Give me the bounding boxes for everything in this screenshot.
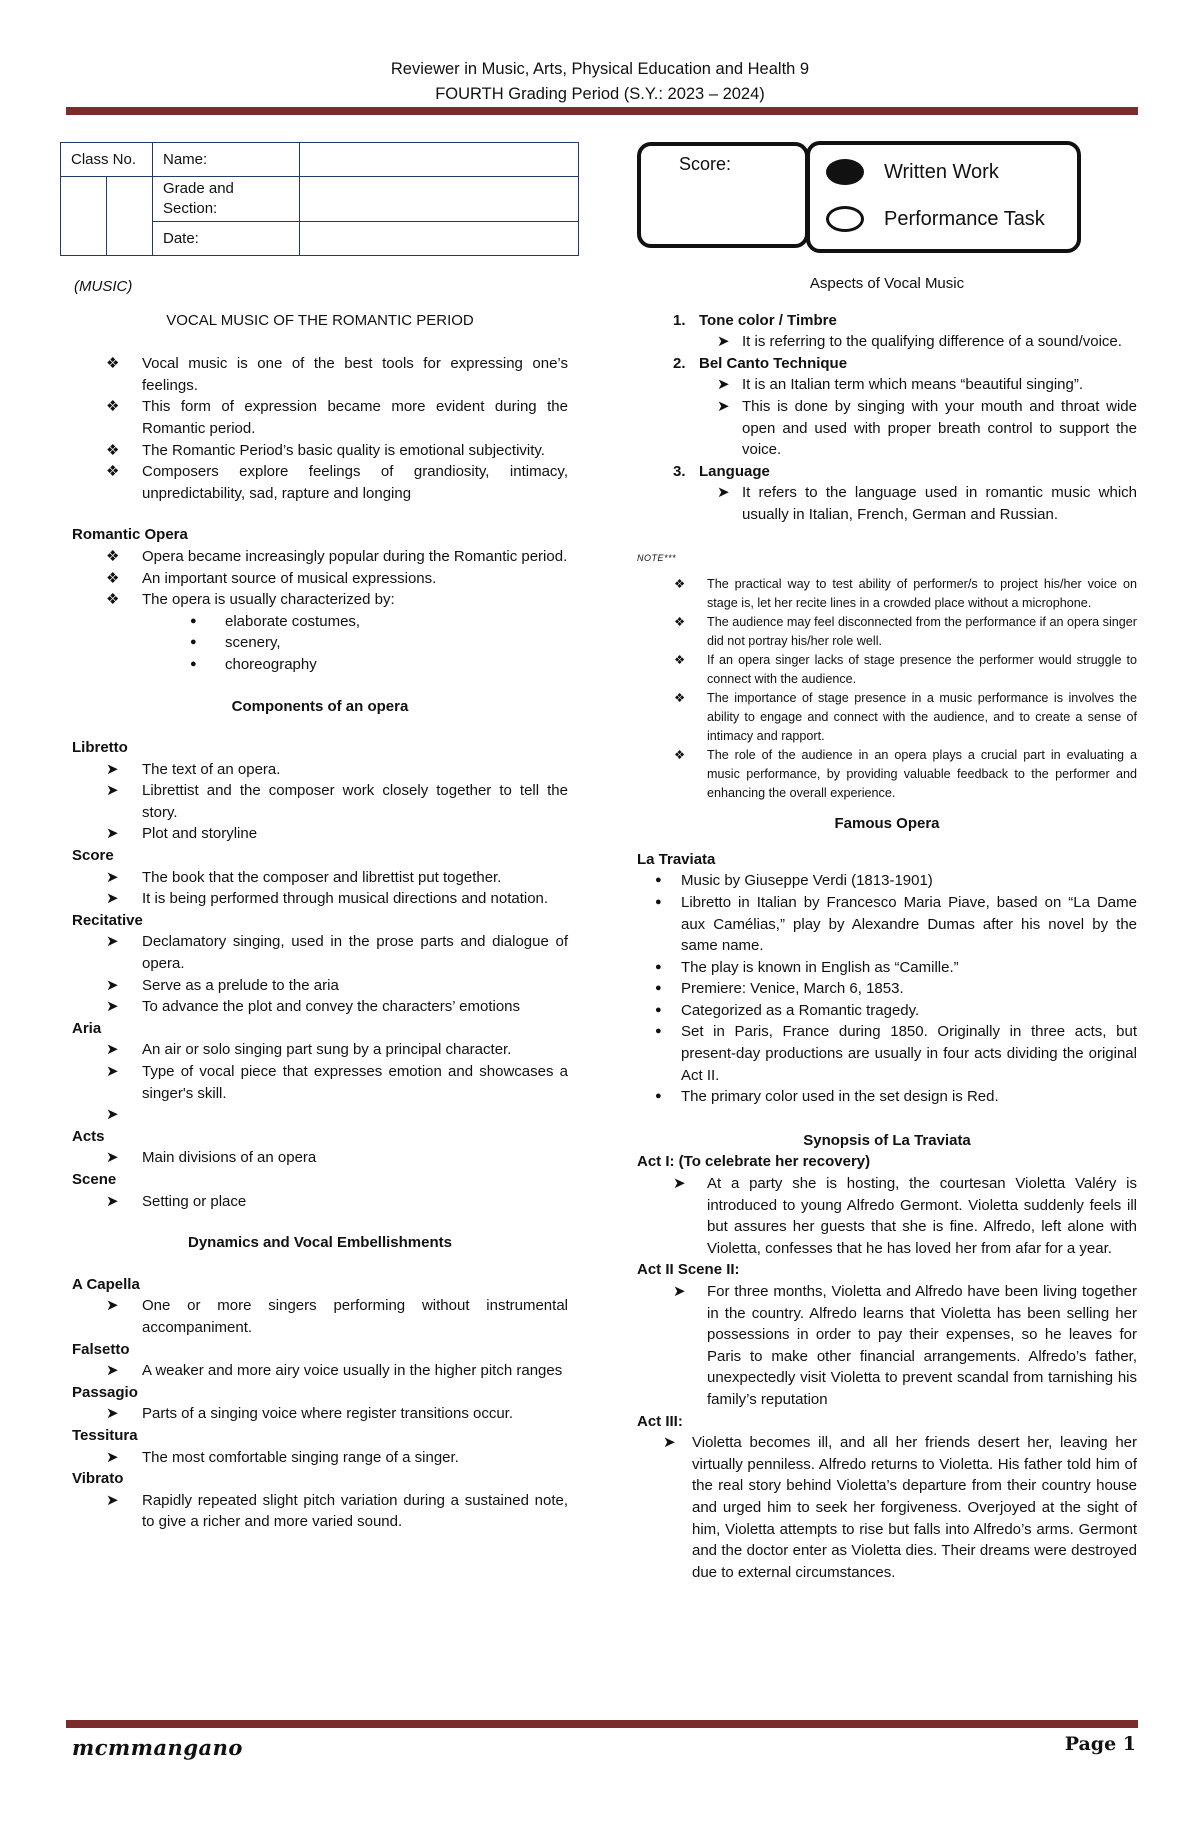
arrow-bullet-icon: ➤ <box>106 998 119 1016</box>
arrow-bullet-icon: ➤ <box>106 825 119 843</box>
vibrato-title: Vibrato <box>72 1470 124 1488</box>
list-item: ❖ An important source of musical expressions. <box>72 568 568 590</box>
list-item: ● The play is known in English as “Camille.” <box>637 957 1137 979</box>
la-traviata-title: La Traviata <box>637 850 716 868</box>
tessitura-title: Tessitura <box>72 1426 138 1444</box>
diamond-bullet-icon: ❖ <box>674 748 686 763</box>
arrow-bullet-icon: ➤ <box>106 1491 119 1509</box>
diamond-bullet-icon: ❖ <box>674 615 686 630</box>
list-item: ❖ Vocal music is one of the best tools for expressing one’s feelings. <box>106 355 568 394</box>
diamond-bullet-icon: ❖ <box>674 577 686 592</box>
diamond-bullet-icon: ❖ <box>106 355 120 373</box>
diamond-bullet-icon: ❖ <box>674 653 686 668</box>
aspect-item-3: 3. Language <box>673 462 770 480</box>
list-item: ➤ Plot and storyline <box>72 823 568 845</box>
arrow-bullet-icon: ➤ <box>717 333 730 351</box>
document-subtitle: FOURTH Grading Period (S.Y.: 2023 – 2024) <box>435 85 765 103</box>
diamond-bullet-icon: ❖ <box>106 398 120 416</box>
name-label: Name: <box>153 143 300 177</box>
arrow-bullet-icon: ➤ <box>106 1297 119 1315</box>
right-column <box>637 273 1137 1583</box>
class-no-field-a[interactable] <box>61 177 107 256</box>
diamond-bullet-icon: ❖ <box>674 691 686 706</box>
list-item: ➤ One or more singers performing without instrumental accompaniment. <box>106 1297 568 1336</box>
list-item: ➤ A weaker and more airy voice usually in the higher pitch ranges <box>72 1360 568 1382</box>
list-item: ❖ The importance of stage presence in a music performance is involves the ability to engage and connect with the audience, and to create a sense of intimacy and rapport. <box>674 691 1137 744</box>
list-item: ➤ Rapidly repeated slight pitch variation during a sustained note, to give a richer and more varied sound. <box>106 1491 568 1531</box>
arrow-bullet-icon: ➤ <box>673 1283 686 1300</box>
list-item: ● Categorized as a Romantic tragedy. <box>637 1000 1137 1022</box>
diamond-bullet-icon: ❖ <box>106 547 120 565</box>
dot-bullet-icon: ● <box>655 960 662 973</box>
list-item: ● Premiere: Venice, March 6, 1853. <box>637 978 1137 1000</box>
diamond-bullet-icon: ❖ <box>106 569 120 587</box>
list-item: ➤ To advance the plot and convey the characters’ emotions <box>72 996 568 1018</box>
class-no-label: Class No. <box>61 143 153 177</box>
list-item: ❖ The Romantic Period’s basic quality is emotional subjectivity. <box>72 440 568 462</box>
list-item: ➤ At a party she is hosting, the courtesan Violetta Valéry is introduced to young Alfredo Germont. Violetta suddenly feels ill but assures her guests that she is fine. Alfredo, left alone with Violetta, confesses that he has loved her from afar for a year. <box>673 1175 1137 1257</box>
written-work-option[interactable] <box>826 159 999 185</box>
note-label: NOTE*** <box>637 552 677 563</box>
list-item: ❖ The role of the audience in an opera plays a crucial part in evaluating a music performance, by providing valuable feedback to the performer and enhancing the overall experience. <box>674 748 1137 801</box>
footer-rule <box>66 1720 1138 1728</box>
list-item: ➤ The most comfortable singing range of a singer. <box>72 1447 568 1469</box>
list-item: ❖ Opera became increasingly popular during the Romantic period. <box>72 546 568 568</box>
arrow-bullet-icon: ➤ <box>106 782 119 800</box>
act3-title: Act III: <box>637 1412 683 1430</box>
arrow-bullet-icon: ➤ <box>106 1448 119 1466</box>
list-item: ❖ The practical way to test ability of performer/s to project his/her voice on stage is, let her recite lines in a crowded place without a microphone. <box>674 577 1137 611</box>
dot-bullet-icon: ● <box>655 895 662 908</box>
libretto-title: Libretto <box>72 739 128 757</box>
arrow-bullet-icon: ➤ <box>717 376 730 394</box>
acts-title: Acts <box>72 1127 105 1145</box>
list-item: ❖ The audience may feel disconnected from the performance if an opera singer did not portray his/her role well. <box>674 615 1137 649</box>
aspects-heading: Aspects of Vocal Music <box>809 275 965 292</box>
class-no-field-b[interactable] <box>107 177 153 256</box>
header-rule <box>66 107 1138 115</box>
list-item: ➤ It is being performed through musical directions and notation. <box>72 888 568 910</box>
dot-bullet-icon: ● <box>655 1003 662 1016</box>
diamond-bullet-icon: ❖ <box>106 441 120 459</box>
dot-bullet-icon: ● <box>655 1090 662 1103</box>
list-item: ➤ It refers to the language used in romantic music which usually in Italian, French, German and Russian. <box>717 484 1137 523</box>
grade-section-label: Grade and Section: <box>153 177 300 222</box>
list-item: ● Set in Paris, France during 1850. Originally in three acts, but present-day productions are usually in four acts dividing the original Act II. <box>655 1023 1137 1084</box>
list-item: ❖ This form of expression became more evident during the Romantic period. <box>106 398 568 437</box>
arrow-bullet-icon: ➤ <box>106 1192 119 1210</box>
components-heading: Components of an opera <box>231 697 409 715</box>
scene-title: Scene <box>72 1170 117 1188</box>
arrow-bullet-icon: ➤ <box>106 1149 119 1167</box>
arrow-bullet-icon: ➤ <box>106 1405 119 1423</box>
list-item: ➤ An air or solo singing part sung by a principal character. <box>72 1039 568 1061</box>
list-item: ➤ It is an Italian term which means “beautiful singing”. <box>637 374 1137 396</box>
falsetto-title: Falsetto <box>72 1340 130 1358</box>
list-item: ➤ Violetta becomes ill, and all her friends desert her, leaving her virtually penniless. Alfredo returns to Violetta. His father told him of the real story behind Violetta’s departure from their country house and urged him to seek her forgiveness. Overjoyed at the sight of him, Violetta attempts to rise but falls into Alfredo’s arms. Germont and the doctor enter as Violetta dies. Their dreams were destroyed due to external circumstances. <box>663 1434 1137 1581</box>
work-type-box <box>806 141 1081 253</box>
arrow-bullet-icon: ➤ <box>106 760 119 778</box>
date-label: Date: <box>153 222 300 256</box>
arrow-bullet-icon: ➤ <box>106 890 119 908</box>
section-heading-vocal: VOCAL MUSIC OF THE ROMANTIC PERIOD <box>166 311 474 329</box>
romantic-opera-title: Romantic Opera <box>72 526 188 544</box>
list-item: ➤ Setting or place <box>72 1191 568 1213</box>
page-number: Page 1 <box>1064 1733 1136 1755</box>
list-item: ❖ The opera is usually characterized by: <box>72 589 568 611</box>
famous-opera-heading: Famous Opera <box>834 815 940 833</box>
arrow-bullet-icon: ➤ <box>106 868 119 886</box>
list-item: ➤ Main divisions of an opera <box>72 1147 568 1169</box>
radio-selected-icon <box>826 159 864 185</box>
list-item <box>72 1104 568 1126</box>
list-item: ➤ Parts of a singing voice where register transitions occur. <box>72 1403 568 1425</box>
diamond-bullet-icon: ❖ <box>106 463 120 481</box>
arrow-bullet-icon: ➤ <box>106 1362 119 1380</box>
aria-title: Aria <box>72 1019 102 1037</box>
list-item: ❖ If an opera singer lacks of stage presence the performer would struggle to connect with the audience. <box>674 653 1137 687</box>
dot-bullet-icon: ● <box>655 1025 662 1038</box>
left-column <box>72 276 568 1533</box>
dynamics-heading: Dynamics and Vocal Embellishments <box>188 1234 452 1252</box>
list-item: ➤ Librettist and the composer work closely together to tell the story. <box>106 782 568 821</box>
list-item: ● choreography <box>72 654 568 676</box>
score-title: Score <box>72 847 114 865</box>
dot-bullet-icon: ● <box>190 614 197 627</box>
date-field[interactable] <box>300 222 579 256</box>
list-item: ➤ The book that the composer and librettist put together. <box>72 867 568 889</box>
score-label: Score: <box>679 154 732 174</box>
act2-title: Act II Scene II: <box>637 1261 740 1279</box>
student-info-table <box>60 142 579 256</box>
author-signature: mcmmangano <box>72 1735 243 1760</box>
list-item: ➤ For three months, Violetta and Alfredo have been living together in the country. Alfredo learns that Violetta has been selling her possessions in order to pay their expenses, so he leaves for Paris to make other financial arrangements. Alfredo’s father, unexpectedly visit Violetta to prevent scandal from tarnishing his family’s reputation <box>673 1283 1137 1408</box>
list-item: ● Music by Giuseppe Verdi (1813-1901) <box>637 870 1137 892</box>
performance-task-option[interactable] <box>826 206 1045 232</box>
grade-section-field[interactable] <box>300 177 579 222</box>
dot-bullet-icon: ● <box>190 636 197 649</box>
arrow-bullet-icon: ➤ <box>106 976 119 994</box>
list-item: ❖ Composers explore feelings of grandiosity, intimacy, unpredictability, sad, rapture and longing <box>106 463 568 502</box>
written-work-label: Written Work <box>884 160 999 183</box>
list-item: ➤ It is referring to the qualifying difference of a sound/voice. <box>637 331 1137 353</box>
arrow-bullet-icon: ➤ <box>106 1063 119 1080</box>
list-item: ● The primary color used in the set design is Red. <box>637 1086 1137 1108</box>
acapella-title: A Capella <box>72 1275 140 1293</box>
aspect-item-1: 1. Tone color / Timbre <box>673 311 837 329</box>
performance-task-label: Performance Task <box>884 207 1045 230</box>
act1-title: Act I: (To celebrate her recovery) <box>637 1153 871 1171</box>
list-item: ➤ Serve as a prelude to the aria <box>72 975 568 997</box>
list-item: ➤ This is done by singing with your mouth and throat wide open and used with proper breath control to support the voice. <box>717 397 1137 459</box>
passagio-title: Passagio <box>72 1383 138 1401</box>
arrow-bullet-icon: ➤ <box>717 397 730 415</box>
arrow-bullet-icon: ➤ <box>717 484 730 502</box>
arrow-bullet-icon: ➤ <box>663 1434 676 1452</box>
subject-label: (MUSIC) <box>74 278 133 295</box>
synopsis-heading: Synopsis of La Traviata <box>803 1131 971 1149</box>
arrow-bullet-icon: ➤ <box>106 1106 119 1124</box>
document-title: Reviewer in Music, Arts, Physical Education and Health 9 <box>390 60 810 78</box>
score-box[interactable] <box>637 142 809 248</box>
list-item: ● elaborate costumes, <box>72 611 568 633</box>
list-item: ➤ Declamatory singing, used in the prose parts and dialogue of opera. <box>106 933 568 973</box>
arrow-bullet-icon: ➤ <box>106 933 119 951</box>
radio-empty-icon <box>826 206 864 232</box>
list-item: ● Libretto in Italian by Francesco Maria Piave, based on “La Dame aux Camélias,” play by Alexandre Dumas after his novel by the same name. <box>655 893 1137 955</box>
recitative-title: Recitative <box>72 911 143 929</box>
dot-bullet-icon: ● <box>655 982 662 995</box>
diamond-bullet-icon: ❖ <box>106 591 120 609</box>
list-item: ● scenery, <box>72 632 568 654</box>
dot-bullet-icon: ● <box>655 874 662 887</box>
aspect-item-2: 2. Bel Canto Technique <box>673 354 848 372</box>
name-field[interactable] <box>300 143 579 177</box>
list-item: ➤ The text of an opera. <box>72 759 568 781</box>
dot-bullet-icon: ● <box>190 657 197 670</box>
list-item: ➤ Type of vocal piece that expresses emotion and showcases a singer's skill. <box>106 1063 568 1102</box>
arrow-bullet-icon: ➤ <box>106 1041 119 1059</box>
arrow-bullet-icon: ➤ <box>673 1175 686 1193</box>
